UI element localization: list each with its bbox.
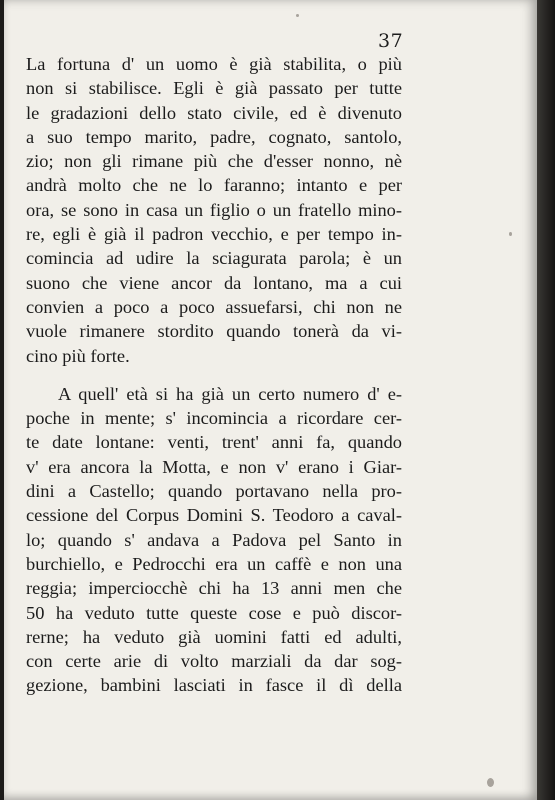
- paragraph-gap: [26, 368, 402, 382]
- text-line: convien a poco a poco assuefarsi, chi non ne: [26, 296, 402, 317]
- page-number: 37: [378, 30, 404, 52]
- text-line: cessione del Corpus Domini S. Teodoro a caval-: [26, 505, 402, 526]
- text-line: con certe arie di volto marziali da dar sog-: [26, 651, 402, 672]
- paper-speck: [296, 14, 299, 17]
- paper-speck: [509, 232, 512, 236]
- paper-speck: [487, 778, 494, 787]
- text-line: La fortuna d' un uomo è già stabilita, o più: [26, 54, 402, 74]
- body-text: [26, 52, 402, 698]
- text-line: suono che viene ancor da lontano, ma a cui: [26, 272, 402, 293]
- text-line: poche in mente; s' incomincia a ricordare cer-: [26, 408, 402, 429]
- text-line: zio; non gli rimane più che d'esser nonno, nè: [26, 151, 402, 172]
- text-line: gezione, bambini lasciati in fasce il dì della: [26, 675, 402, 696]
- text-line: andrà molto che ne lo faranno; intanto e per: [26, 175, 402, 196]
- text-line: non si stabilisce. Egli è già passato per tutte: [26, 78, 402, 99]
- book-edge-shadow: [537, 0, 555, 800]
- text-line: lo; quando s' andava a Padova pel Santo in: [26, 529, 402, 550]
- text-line: burchiello, e Pedrocchi era un caffè e non una: [26, 553, 402, 574]
- text-line: te date lontane: venti, trent' anni fa, quando: [26, 432, 402, 453]
- text-line: a suo tempo marito, padre, cognato, santolo,: [26, 126, 402, 147]
- text-line: vuole rimanere stordito quando tonerà da vi-: [26, 321, 402, 342]
- text-line: rerne; ha veduto già uomini fatti ed adulti,: [26, 626, 402, 647]
- text-line: le gradazioni dello stato civile, ed è divenuto: [26, 102, 402, 123]
- text-line: A quell' età si ha già un certo numero d' e-: [58, 383, 402, 404]
- text-line: dini a Castello; quando portavano nella pro-: [26, 481, 402, 502]
- paragraph-1: [26, 52, 402, 368]
- text-line: ora, se sono in casa un figlio o un fratello mino-: [26, 199, 402, 220]
- text-line: comincia ad udire la sciagurata parola; è un: [26, 248, 402, 269]
- text-line: v' era ancora la Motta, e non v' erano i Giar-: [26, 456, 402, 477]
- paragraph-2: [26, 382, 402, 698]
- text-line: re, egli è già il padron vecchio, e per tempo in-: [26, 224, 402, 245]
- text-line: reggia; imperciocchè chi ha 13 anni men che: [26, 578, 402, 599]
- text-line: 50 ha veduto tutte queste cose e può discor-: [26, 602, 402, 623]
- text-line: cino più forte.: [26, 345, 130, 366]
